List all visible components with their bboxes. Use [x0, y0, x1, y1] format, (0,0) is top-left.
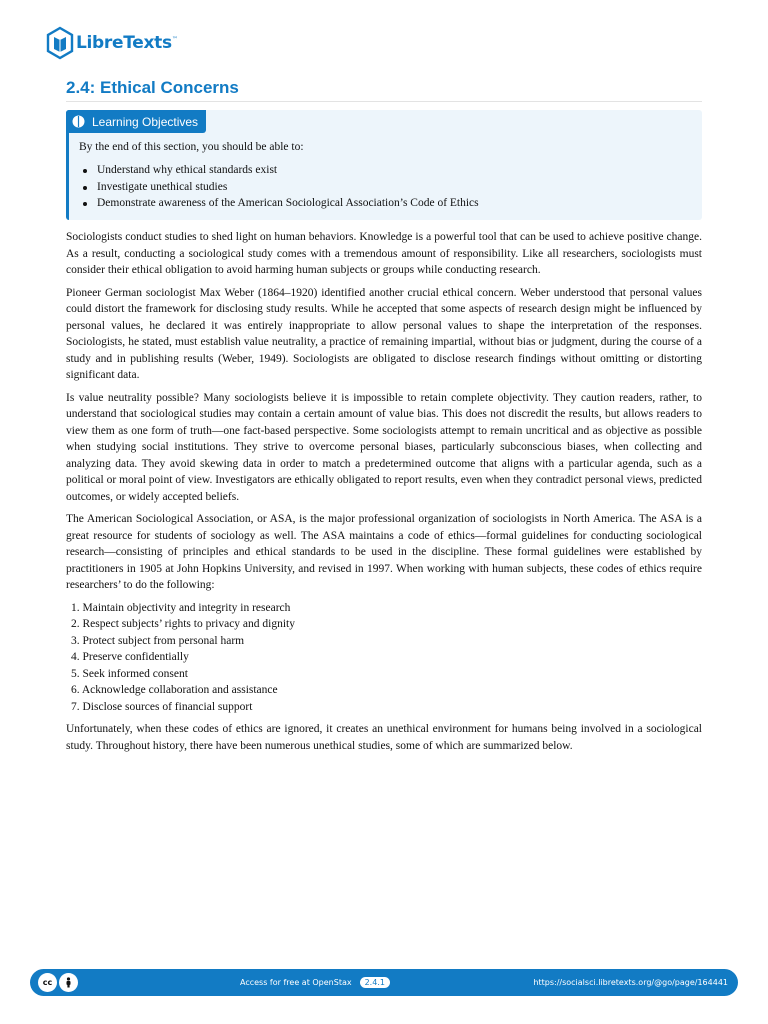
page-footer	[30, 969, 738, 996]
objectives-list	[79, 162, 479, 212]
logo-trademark: ™	[171, 35, 178, 43]
paragraph: The American Sociological Association, or ASA, is the major professional organization of sociologists in North America. The ASA is a great resource for students of sociology as well. The ASA maintains a code of ethics—formal guidelines for conducting sociological research—consisting of principles and ethical standards to be used in the discipline. These formal guidelines were established by practitioners in 1905 at John Hopkins University, and revised in 1997. When working with human subjects, these codes of ethics require researchers’ to do the following:	[66, 513, 702, 591]
by-icon	[59, 973, 78, 992]
learning-objectives-box	[66, 110, 702, 220]
ethics-codes-list	[66, 600, 702, 716]
list-item: 6. Acknowledge collaboration and assistance	[71, 684, 278, 696]
cc-icon: cc	[38, 973, 57, 992]
logo-text: LibreTexts	[76, 33, 172, 53]
page-title: 2.4: Ethical Concerns	[66, 78, 702, 102]
paragraph: Pioneer German sociologist Max Weber (1864–1920) identified another crucial ethical concern. Weber understood that personal values could distort the framework for disclosing study results. While he accepted that some aspects of research design might be influenced by personal values, he declared it was entirely inappropriate to allow personal values to shape the interpretation of the responses. Sociologists, he stated, must establish value neutrality, a practice of remaining impartial, without bias or judgment, during the course of a study and in publishing results (Weber, 1949). Sociologists are obligated to disclose research findings without omitting or distorting significant data.	[66, 286, 702, 381]
paragraph: Is value neutrality possible? Many sociologists believe it is impossible to retain complete objectivity. They caution readers, rather, to understand that sociological studies may contain a certain amount of value bias. This does not discredit the results, but allows readers to view them as one form of truth—one fact-based perspective. Some sociologists attempt to remain uncritical and as objective as possible when studying social institutions. They strive to overcome personal biases, particularly subconscious biases, when collecting and analyzing data. They avoid skewing data in order to match a predetermined outcome that aligns with a particular agenda, such as a political or moral point of view. Investigators are ethically obligated to report results, even when they contradict personal views, predicted outcomes, or widely accepted beliefs.	[66, 391, 702, 503]
learning-objectives-label: Learning Objectives	[92, 114, 199, 129]
list-item: Understand why ethical standards exist	[79, 162, 479, 179]
license-badge[interactable]	[38, 973, 80, 992]
article-body	[66, 229, 702, 760]
closing-paragraph: Unfortunately, when these codes of ethics are ignored, it creates an unethical environment for humans being involved in a sociological study. Throughout history, there have been numerous unethical studies, some of which are summarized below.	[66, 723, 702, 752]
page-number-badge: 2.4.1	[360, 977, 390, 988]
person-icon	[64, 977, 73, 988]
list-item: Investigate unethical studies	[79, 179, 479, 196]
list-item: Demonstrate awareness of the American Sociological Association’s Code of Ethics	[79, 195, 479, 212]
access-text: Access for free at OpenStax	[240, 978, 352, 987]
libretexts-logo-icon	[46, 26, 74, 60]
page-url-link[interactable]: https://socialsci.libretexts.org/@go/page/164441	[533, 978, 728, 987]
objectives-intro: By the end of this section, you should be able to:	[79, 141, 304, 153]
libretexts-logo[interactable]	[46, 26, 178, 60]
footer-access	[240, 969, 390, 996]
list-item: 5. Seek informed consent	[71, 667, 188, 680]
list-item: 3. Protect subject from personal harm	[71, 634, 245, 647]
learning-objectives-tab	[66, 110, 206, 133]
list-item: 7. Disclose sources of financial support	[71, 700, 253, 713]
list-item: 4. Preserve confidentially	[71, 651, 189, 663]
list-item: 2. Respect subjects’ rights to privacy and dignity	[71, 618, 295, 630]
brain-icon	[72, 115, 85, 128]
list-item: 1. Maintain objectivity and integrity in research	[71, 601, 291, 614]
paragraph: Sociologists conduct studies to shed light on human behaviors. Knowledge is a powerful tool that can be used to achieve positive change. As a result, conducting a sociological study comes with a tremendous amount of responsibility. Like all researchers, sociologists must consider their ethical obligation to avoid harming human subjects or groups while conducting research.	[66, 231, 702, 276]
